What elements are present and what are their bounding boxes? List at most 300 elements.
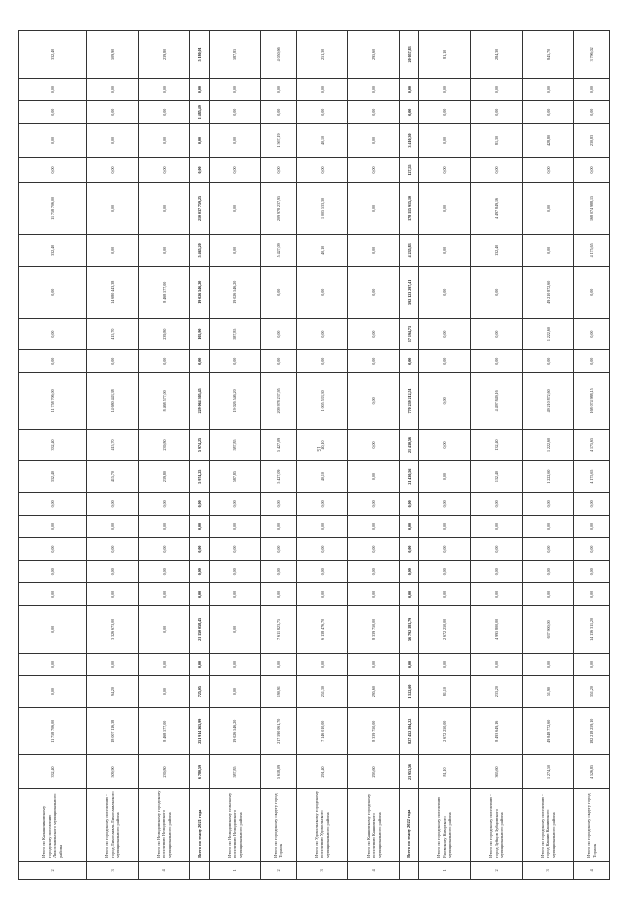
value-cell: 0,00	[296, 350, 348, 373]
value-cell: 230,83	[574, 124, 610, 158]
value-cell: 0,00	[574, 583, 610, 606]
value-cell: 0,00	[348, 653, 400, 676]
value-cell: 0,00	[261, 515, 296, 538]
value-cell: 509,90	[86, 31, 138, 79]
value-cell: 0,00	[209, 78, 261, 101]
value-cell: 332,40	[19, 755, 87, 789]
value-cell: 5 974,25	[190, 429, 209, 461]
value-cell: 587,85	[209, 429, 261, 461]
value-cell: 19 026 546,20	[209, 707, 261, 755]
value-cell: 0,00	[138, 182, 190, 234]
value-cell: 0,00	[86, 101, 138, 124]
value-cell: 21 430,56	[400, 461, 419, 493]
value-cell: 587,85	[209, 318, 261, 350]
value-cell: 8 468 577,00	[138, 266, 190, 318]
value-cell: 0,00	[19, 101, 87, 124]
value-cell: 0,00	[400, 583, 419, 606]
value-cell: 0,00	[138, 606, 190, 654]
value-cell: 0,00	[209, 234, 261, 266]
value-cell: 1 005 533,30	[296, 182, 348, 234]
row-number-cell: 2	[471, 861, 523, 879]
value-cell: 0,00	[86, 234, 138, 266]
value-cell: 0,00	[419, 461, 471, 493]
value-cell: 0,00	[209, 350, 261, 373]
row-number-cell: 4	[348, 861, 400, 879]
value-cell: 1 005 533,30	[296, 373, 348, 430]
value-cell: 1 522,60	[400, 676, 419, 708]
value-cell: 14 680 443,38	[86, 373, 138, 430]
value-cell: 0,00	[19, 606, 87, 654]
value-cell: 0,00	[419, 538, 471, 561]
value-cell: 0,00	[419, 373, 471, 430]
value-cell: 332,40	[19, 461, 87, 493]
table-container	[18, 30, 610, 880]
value-cell: 0,00	[471, 493, 523, 516]
value-cell: 217 590 061,70	[261, 707, 296, 755]
row-name-cell: Итого по Калашниковскому городскому поселению Лихославльского муниципального района	[19, 789, 87, 861]
value-cell: 0,00	[419, 350, 471, 373]
value-cell: 3 796,02	[574, 31, 610, 79]
value-cell: 0,00	[138, 124, 190, 158]
value-cell: 0,00	[138, 158, 190, 183]
value-cell: 0,00	[348, 124, 400, 158]
value-cell: 0,00	[471, 101, 523, 124]
value-cell: 14 680 443,38	[86, 266, 138, 318]
value-cell: 0,00	[574, 493, 610, 516]
value-cell: 0,00	[400, 560, 419, 583]
value-cell: 0,00	[138, 515, 190, 538]
value-cell: 0,00	[419, 653, 471, 676]
value-cell: 0,00	[86, 493, 138, 516]
row-name-cell: Итого по Нелидовскому сельскому поселению Нелидовского муниципального района	[209, 789, 261, 861]
value-cell: 0,00	[348, 515, 400, 538]
value-cell: 0,00	[419, 515, 471, 538]
value-cell: 4 050,66	[261, 31, 296, 79]
value-cell: 0,00	[86, 515, 138, 538]
value-cell: 0,00	[86, 538, 138, 561]
value-cell: 0,00	[471, 515, 523, 538]
value-cell: 0,00	[138, 676, 190, 708]
value-cell: 0,00	[86, 560, 138, 583]
table-total-row	[190, 31, 209, 880]
value-cell: 0,00	[209, 182, 261, 234]
value-cell: 0,00	[86, 653, 138, 676]
value-cell: 0,00	[190, 124, 209, 158]
value-cell: 0,00	[19, 515, 87, 538]
value-cell: 209 978 237,95	[261, 182, 296, 234]
value-cell: 0,00	[86, 182, 138, 234]
value-cell: 56 792 181,79	[400, 606, 419, 654]
value-cell: 0,00	[400, 78, 419, 101]
value-cell: 0,00	[261, 266, 296, 318]
value-cell: 0,00	[400, 538, 419, 561]
value-cell: 40,10	[296, 234, 348, 266]
value-cell: 0,00	[419, 182, 471, 234]
value-cell: 0,00	[19, 538, 87, 561]
value-cell: 20 057,83	[400, 31, 419, 79]
value-cell: 0,00	[522, 493, 574, 516]
value-cell: 17 194,73	[400, 318, 419, 350]
value-cell: 0,00	[261, 653, 296, 676]
value-cell: 51,90	[522, 676, 574, 708]
value-cell: 0,00	[419, 78, 471, 101]
value-cell: 0,00	[209, 583, 261, 606]
value-cell: 0,00	[261, 78, 296, 101]
value-cell: 210 037 759,25	[190, 182, 209, 234]
value-cell: 0,00	[296, 318, 348, 350]
value-cell: 0,00	[190, 515, 209, 538]
value-cell: 6 138 476,70	[296, 606, 348, 654]
value-cell: 0,00	[19, 583, 87, 606]
value-cell: 132,40	[471, 234, 523, 266]
value-cell: 8 468 577,00	[138, 707, 190, 755]
value-cell: 1 485,49	[190, 101, 209, 124]
row-name-cell: Всего по этапу 2022 года	[400, 789, 419, 861]
row-number-cell	[190, 861, 209, 879]
value-cell: 4 175,65	[574, 234, 610, 266]
value-cell: 0,00	[574, 515, 610, 538]
value-cell: 0,00	[209, 560, 261, 583]
value-cell: 190,91	[261, 676, 296, 708]
value-cell: 0,00	[522, 234, 574, 266]
value-cell: 415,70	[86, 318, 138, 350]
value-cell: 5 974,25	[190, 461, 209, 493]
value-cell: 23 953,56	[400, 755, 419, 789]
value-cell: 0,00	[522, 515, 574, 538]
value-cell: 415,70	[86, 429, 138, 461]
value-cell: 0,00	[19, 78, 87, 101]
value-cell: 0,00	[574, 158, 610, 183]
value-cell: 4 235,83	[400, 234, 419, 266]
value-cell: 0,00	[19, 350, 87, 373]
value-cell: 0,00	[209, 676, 261, 708]
value-cell: 81,10	[419, 31, 471, 79]
row-number-cell: 4	[138, 861, 190, 879]
value-cell: 0,00	[190, 653, 209, 676]
value-cell: 168 074 988,15	[574, 373, 610, 430]
value-cell: 0,00	[471, 78, 523, 101]
value-cell: 0,00	[419, 429, 471, 461]
value-cell: 0,00	[471, 158, 523, 183]
table-row	[86, 31, 138, 880]
value-cell: 0,00	[574, 560, 610, 583]
value-cell: 0,00	[261, 493, 296, 516]
value-cell: 0,00	[19, 493, 87, 516]
value-cell: 587,85	[209, 31, 261, 79]
value-cell: 0,00	[190, 583, 209, 606]
value-cell: 1 567,19	[261, 124, 296, 158]
value-cell: 5 618,09	[261, 755, 296, 789]
value-cell: 0,00	[138, 350, 190, 373]
value-cell: 0,00	[471, 653, 523, 676]
value-cell: 11 758 706,00	[19, 182, 87, 234]
value-cell: 132,40	[471, 429, 523, 461]
value-cell: 0,00	[261, 538, 296, 561]
value-cell: 0,00	[419, 318, 471, 350]
value-cell: 0,00	[209, 653, 261, 676]
table-row	[348, 31, 400, 880]
value-cell: 0,00	[471, 318, 523, 350]
value-cell: 0,00	[296, 583, 348, 606]
value-cell: 132,40	[471, 461, 523, 493]
value-cell: 0,00	[419, 101, 471, 124]
value-cell: 0,00	[209, 538, 261, 561]
value-cell: 3 326 673,00	[86, 606, 138, 654]
value-cell: 0,00	[348, 493, 400, 516]
value-cell: 0,00	[348, 373, 400, 430]
value-cell: 0,00	[574, 653, 610, 676]
value-cell: 0,00	[261, 158, 296, 183]
value-cell: 332,40	[19, 31, 87, 79]
value-cell: 0,00	[209, 493, 261, 516]
value-cell: 8 339 750,00	[348, 606, 400, 654]
value-cell: 4 175,65	[574, 461, 610, 493]
rotated-page	[18, 30, 610, 880]
value-cell: 0,00	[522, 158, 574, 183]
value-cell: 0,00	[138, 493, 190, 516]
table-row	[574, 31, 610, 880]
value-cell: 19 026 546,20	[209, 373, 261, 430]
value-cell: 11 758 706,00	[19, 373, 87, 430]
value-cell: 49 210 872,60	[522, 266, 574, 318]
value-cell: 178 115 915,10	[400, 182, 419, 234]
value-cell: 0,00	[400, 515, 419, 538]
value-cell: 168 074 988,15	[574, 182, 610, 234]
value-cell: 0,00	[19, 318, 87, 350]
value-cell: 4 526,85	[574, 755, 610, 789]
value-cell: 0,00	[419, 266, 471, 318]
value-cell: 239,80	[138, 31, 190, 79]
value-cell: 0,00	[261, 350, 296, 373]
value-cell: 19 026 546,20	[209, 266, 261, 318]
value-cell: 81,10	[419, 755, 471, 789]
value-cell: 0,00	[348, 461, 400, 493]
row-name-cell: Итого по Нелидовскому городскому поселению Нелидовского муниципального района	[138, 789, 190, 861]
value-cell: 4 175,65	[574, 429, 610, 461]
value-cell: 0,00	[19, 653, 87, 676]
value-cell: 770 239 212,51	[400, 373, 419, 430]
value-cell: 0,00	[522, 182, 574, 234]
value-cell: 239,80	[138, 461, 190, 493]
value-cell: 0,00	[400, 493, 419, 516]
value-cell: 0,00	[138, 78, 190, 101]
value-cell: 592 123 297,41	[400, 266, 419, 318]
value-cell: 0,00	[138, 538, 190, 561]
value-cell: 1 222,60	[522, 429, 574, 461]
value-cell: 0,00	[138, 234, 190, 266]
value-cell: 332,40	[19, 234, 87, 266]
value-cell: 5 465,20	[190, 234, 209, 266]
value-cell: 0,00	[471, 266, 523, 318]
value-cell: 0,00	[348, 78, 400, 101]
value-cell: 105,90	[190, 318, 209, 350]
value-cell: 0,00	[522, 350, 574, 373]
value-cell: 81,30	[471, 124, 523, 158]
value-cell: 0,00	[190, 493, 209, 516]
value-cell: 0,00	[419, 158, 471, 183]
table-row	[419, 31, 471, 880]
value-cell: 0,00	[209, 101, 261, 124]
row-name-cell: Итого по Кашинскому городскому поселению Кашинского муниципального района	[348, 789, 400, 861]
value-cell: 49 848 772,60	[522, 707, 574, 755]
value-cell: 5 427,09	[261, 429, 296, 461]
value-cell: 0,00	[348, 182, 400, 234]
value-cell: 0,00	[296, 515, 348, 538]
value-cell: 0,00	[471, 350, 523, 373]
value-cell: 284,30	[471, 31, 523, 79]
value-cell: 0,00	[522, 653, 574, 676]
value-cell: 295,60	[348, 755, 400, 789]
row-name-cell: Итого по Удомельскому городскому поселению Удомельского муниципального района	[296, 789, 348, 861]
value-cell: 0,00	[348, 158, 400, 183]
table-row	[471, 31, 523, 880]
value-cell: 40,10	[296, 124, 348, 158]
value-cell: 0,00	[261, 560, 296, 583]
value-cell: 81,10	[419, 676, 471, 708]
value-cell: 0,00	[574, 538, 610, 561]
value-cell: 291,40	[296, 755, 348, 789]
row-number-cell: 3	[86, 861, 138, 879]
value-cell: 0,00	[19, 676, 87, 708]
value-cell: 239,80	[138, 755, 190, 789]
value-cell: 239,80	[138, 318, 190, 350]
value-cell: 0,00	[138, 560, 190, 583]
row-number-cell: 1	[209, 861, 261, 879]
value-cell: 182 218 259,10	[574, 707, 610, 755]
value-cell: 845,70	[522, 31, 574, 79]
page-number: 15	[315, 446, 320, 452]
value-cell: 0,00	[19, 560, 87, 583]
table-row	[209, 31, 261, 880]
value-cell: 0,00	[138, 583, 190, 606]
row-number-cell: 2	[261, 861, 296, 879]
value-cell: 0,00	[471, 583, 523, 606]
value-cell: 0,00	[296, 560, 348, 583]
value-cell: 0,00	[419, 234, 471, 266]
value-cell: 8 493 649,16	[471, 707, 523, 755]
value-cell: 0,00	[86, 350, 138, 373]
value-cell: 233,20	[471, 676, 523, 708]
value-cell: 1 274,50	[522, 755, 574, 789]
table-row	[522, 31, 574, 880]
value-cell: 0,00	[419, 583, 471, 606]
row-name-cell: Итого по городскому округу город Торжок	[574, 789, 610, 861]
value-cell: 2 672 250,00	[419, 606, 471, 654]
value-cell: 209 978 237,95	[261, 373, 296, 430]
value-cell: 11 758 706,00	[19, 707, 87, 755]
value-cell: 365,60	[471, 755, 523, 789]
value-cell: 0,00	[522, 583, 574, 606]
value-cell: 827 452 394,22	[400, 707, 419, 755]
value-cell: 40,10	[296, 461, 348, 493]
table-row	[296, 31, 348, 880]
row-number-cell: 3	[522, 861, 574, 879]
row-number-cell	[400, 861, 419, 879]
value-cell: 2 672 250,00	[419, 707, 471, 755]
value-cell: 6 780,59	[190, 755, 209, 789]
value-cell: 0,00	[522, 101, 574, 124]
value-cell: 0,00	[296, 158, 348, 183]
value-cell: 0,00	[574, 350, 610, 373]
value-cell: 1 222,60	[522, 318, 574, 350]
value-cell: 587,85	[209, 461, 261, 493]
value-cell: 0,00	[261, 318, 296, 350]
value-cell: 0,00	[400, 350, 419, 373]
value-cell: 351,20	[574, 676, 610, 708]
value-cell: 0,00	[138, 653, 190, 676]
row-name-cell: Итого по городскому поселению - город Лихославль Лихославльского муниципального района	[86, 789, 138, 861]
value-cell: 127,55	[400, 158, 419, 183]
value-cell: 0,00	[400, 101, 419, 124]
value-cell: 5 427,09	[261, 234, 296, 266]
value-cell: 0,00	[138, 101, 190, 124]
value-cell: 40,10	[296, 429, 348, 461]
value-cell: 0,00	[296, 78, 348, 101]
value-cell: 5 180,01	[190, 31, 209, 79]
value-cell: 0,00	[296, 493, 348, 516]
value-cell: 3 410,30	[400, 124, 419, 158]
table-total-row	[400, 31, 419, 880]
value-cell: 21 430,56	[400, 429, 419, 461]
value-cell: 295,60	[348, 676, 400, 708]
value-cell: 0,00	[209, 158, 261, 183]
value-cell: 7 146 010,00	[296, 707, 348, 755]
value-cell: 0,00	[471, 538, 523, 561]
value-cell: 0,00	[522, 78, 574, 101]
value-cell: 251,30	[296, 31, 348, 79]
value-cell: 0,00	[19, 158, 87, 183]
value-cell: 0,00	[348, 101, 400, 124]
value-cell: 0,00	[19, 266, 87, 318]
value-cell: 4 497 849,16	[471, 373, 523, 430]
value-cell: 0,00	[574, 266, 610, 318]
value-cell: 0,00	[296, 101, 348, 124]
value-cell: 0,00	[574, 78, 610, 101]
row-name-cell: Итого по городскому поселению Ржевскому Кимрского муниципального района	[419, 789, 471, 861]
table-row	[138, 31, 190, 880]
table-row	[261, 31, 296, 880]
value-cell: 0,00	[19, 124, 87, 158]
value-cell: 0,00	[522, 560, 574, 583]
value-cell: 0,00	[419, 124, 471, 158]
value-cell: 0,00	[574, 318, 610, 350]
value-cell: 0,00	[209, 515, 261, 538]
value-cell: 229 064 305,45	[190, 373, 209, 430]
value-cell: 0,00	[86, 78, 138, 101]
value-cell: 509,90	[86, 755, 138, 789]
value-cell: 0,00	[296, 653, 348, 676]
value-cell: 94,20	[86, 676, 138, 708]
value-cell: 1 222,60	[522, 461, 574, 493]
value-cell: 0,00	[190, 158, 209, 183]
row-name-cell: Итого по городскому поселению - город Кашин Кашинского муниципального района	[522, 789, 574, 861]
table-row	[19, 31, 87, 880]
value-cell: 0,00	[348, 429, 400, 461]
value-cell: 0,00	[190, 560, 209, 583]
value-cell: 49 210 872,60	[522, 373, 574, 430]
row-number-cell: 1	[419, 861, 471, 879]
row-number-cell: 2	[19, 861, 87, 879]
value-cell: 0,00	[419, 560, 471, 583]
value-cell: 0,00	[190, 538, 209, 561]
value-cell: 0,00	[348, 318, 400, 350]
value-cell: 0,00	[209, 606, 261, 654]
value-cell: 415,70	[86, 461, 138, 493]
value-cell: 251,30	[296, 676, 348, 708]
value-cell: 8 339 750,00	[348, 707, 400, 755]
value-cell: 5 427,09	[261, 461, 296, 493]
value-cell: 0,00	[296, 538, 348, 561]
